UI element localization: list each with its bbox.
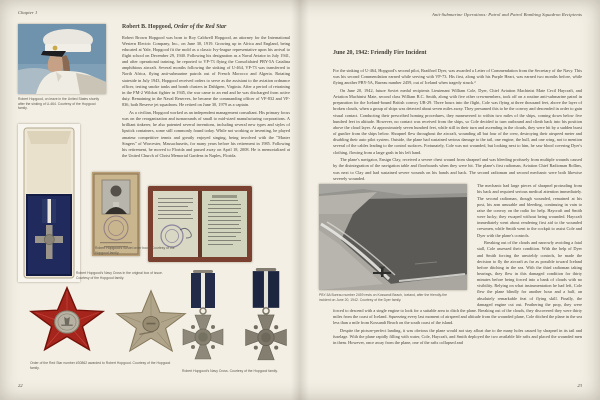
navy-cross-case-art	[18, 124, 80, 282]
right-page	[300, 0, 600, 400]
article-heading	[122, 24, 290, 31]
paragraph: The mechanic had large pieces of shrapnel protruding from his back and required serious medical attention immediately. The second radioman, though wounded, remained at his post, his arm unusable and bleeding, continuing in vain to raise the convoy on the radio for help. Haycraft and Smith were lucky; they escaped without being wounded. Haycraft immediately went about rendering first aid to the wounded crewmen, while Smith went to the cockpit to assist Cole and Dyer with the plane's controls.	[477, 183, 582, 238]
navy-cross-case-photo	[18, 124, 80, 282]
red-star-medal-front	[28, 286, 106, 358]
heading-award-title: Order of the Red Star	[173, 24, 227, 30]
navy-cross-medal-front	[174, 268, 232, 366]
paragraph: On June 20, 1942, future Soviet medal recipients Lieutenant William Cole, Dyer, Chief Aviation Machinist Mate Cecil Haycraft, and Aviation Machinist Mate, second class William R.C. Smith, along with five other crewmembers, took off on a routine anti-submarine patrol in preparation for the Iceland-bound British convoy UR-29. Three hours into the flight, Cole was flying at three thousand feet, above the layer of broken clouds, when a group of ships was detected about seven miles away. They presumed this to be the convoy and descended in order to gain visual contact. Conducting their prescribed homing procedures, they maneuvered to within two miles of the ships, coming down below five hundred feet in altitude. However, no contact was received from the ships, so Cole decided to turn outbound and climb back into his position above the cloud layer. At approximately seven hundred feet, while still in their turn and ascending in the clouds, they were hit by a sudden burst of gunfire from the ships below. Shrapnel flew throughout the aircraft, wounding all but four of the crew, destroying their airspeed meter and disabling their auto pilot system. Outside, the plane had sustained serious damage to the tail, one engine, the hull, and one wing, not to mention several of the cables leading to the control surfaces. Fortunately, Cole was not wounded, but looking next to him, he saw blood covering Dyer's clothing, flowing from a large gash in his left hand.	[333, 87, 582, 155]
portrait-caption: Robert Hopgood, on leave in the United States shortly after the sinking of U-464. Courtesy of the Hopgood family.	[18, 97, 100, 110]
pby-beach-photo-art	[319, 184, 467, 290]
order-book-caption: Robert Hopgood's Soviet order book. Courtesy of the Hopgood family.	[95, 246, 175, 255]
heading-name: Robert B. Hopgood,	[122, 24, 174, 30]
paragraph: Breaking out of the clouds and narrowly avoiding a fatal stall, Cole assessed their condition. With the help of Dyer and Smith forcing the unwieldy controls, he made the decision to fly the aircraft as far as possible toward Iceland before ditching in the sea. With the third radioman taking bearings, they flew in this damaged condition for thirty minutes before being forced into a bank of clouds with no visibility. Relying on what instrumentation he had left, Cole flew the plane blindly for another hour and a half, an absolutely remarkable feat of flying skill. Finally, the damaged engine cut out. Feathering the prop, they were forced to descend with a single engine to look for a suitable area to ditch the plane. Breaking out of the clouds, they discovered they were thirty miles from the coast of Iceland. Squeezing every last moment of airspeed and altitude from the wounded plane, Cole ditched the plane in the sea less than a mile from Kossandi Beach on the south coast of the island.	[333, 240, 582, 326]
left-body-text	[122, 35, 290, 160]
navy-cross-medal-back	[236, 266, 296, 366]
portrait-photo	[18, 24, 106, 94]
red-star-caption: Order of the Red Star number #30862 awarded to Robert Hopgood. Courtesy of the Hopgood family.	[30, 361, 171, 370]
page-number-right: 23	[577, 383, 582, 388]
navy-cross-case-caption: Robert Hopgood's Navy Cross in the original box of issue. Courtesy of the Hopgood family.	[76, 271, 163, 280]
navy-cross-front-art	[174, 268, 232, 366]
right-body-text	[319, 68, 582, 348]
page-number-left: 22	[18, 383, 23, 388]
left-page-text-column	[122, 24, 290, 161]
navy-cross-caption: Robert Hopgood's Navy Cross. Courtesy of the Hopgood family.	[182, 369, 278, 373]
portrait-photo-art	[18, 24, 106, 94]
chapter-running-header: Chapter 1	[18, 10, 38, 15]
paragraph: Robert Brown Hopgood was born to Roy Caldwell Hopgood, an attorney for the International Western Electric Company, Inc., on June 30, 1919. Growing up in Africa and England, being educated at Yale, Hopgood fit the mold as a classic Ivy-league representative upon his arrival to flight school on December 29, 1940. Following his designation as a Naval Aviator in July 1941, and after operational training, he reported to VP-73 flying the Consolidated PBY-5A Catalina amphibious aircraft. Several months following the sinking of U-464, VP-73 was transferred to North Africa, flying anti-submarine patrols out of French Morocco and Algeria. Rotating stateside in July 1943, Hopgood received orders to serve as the assistant to the aviation ordnance officer, testing smoke tanks and bomb clusters in Dahlgren, Virginia. After a period of retraining in the FM-2 Wildcat fighter in 1945, the war came to an end and he was discharged from active duty. Remaining in the Naval Reserves, he became the commanding officer of VF-832 and VF-836, both Reserve jet squadrons. He retired on June 30, 1979 as a captain.	[122, 34, 290, 108]
paragraph: The plane's navigator, Ensign Clay, received a severe chest wound from shrapnel and was bleeding profusely from multiple wounds caused by the disintegration of the navigation table and floorboards when they were hit. The plane's first radioman, Aviation Chief Radioman Rollins, was next to Clay and had sustained severe wounds on his hands and back. The second radioman and second mechanic were both likewise severely wounded.	[333, 157, 582, 181]
book-running-header: Anti-Submarine Operations: Patrol and Patrol Bombing Squadron Recipients	[432, 12, 582, 17]
section-heading: June 20, 1942: Friendly Fire Incident	[333, 50, 427, 56]
paragraph: For the sinking of U-464, Hopgood's second pilot, Bradford Dyer, was awarded a Letter of Commendation from the Secretary of the Navy. This was his second Commendation earned while serving with VP-73. His first, along with his Purple Heart, was earned two months before, while flying another PBY-5A, Bureau number 2459, out of Iceland when tragedy struck.³	[333, 68, 582, 86]
red-star-front-art	[28, 286, 106, 358]
paragraph: Despite the picture-perfect landing, it was obvious the plane would not stay afloat due to the many holes caused by shrapnel in its tail and fuselage. With the plane rapidly filling with water, Cole, Haycraft, and Smith deployed the two available life rafts and placed the wounded men in them. However, once away from the plane, one of the rafts collapsed and	[333, 327, 582, 346]
pby-beach-photo	[319, 184, 467, 290]
aerial-photo-caption: PBY-5A Bureau number 2459 rests on Kossandi Beach, Iceland, after the friendly-fire incident on June 20, 1942. Courtesy of the Dyer family.	[319, 293, 447, 302]
soviet-id-document-art	[92, 172, 140, 256]
aerial-photo-figure	[319, 184, 469, 302]
navy-cross-back-art	[236, 266, 296, 366]
soviet-id-document-photo	[92, 172, 140, 256]
paragraph: As a civilian, Hopgood worked as an independent management consultant. His primary focus was on the reorganization and turnarounds of small to mid-sized manufacturing corporations. A brilliant tinkerer, he also patented several inventions, including several new types and styles of lipstick containers, some still commonly found today. While not working or inventing, he played amateur competitive tennis and greatly enjoyed singing, being involved with the "Master Singers" of Worcester, Massachusetts, for many years before his retirement in 1985. Following his retirement, he moved to Florida and passed away on April 18, 2008. He is memorialized at the United Church of Christ Memorial Gardens in Naples, Florida.	[122, 109, 290, 158]
